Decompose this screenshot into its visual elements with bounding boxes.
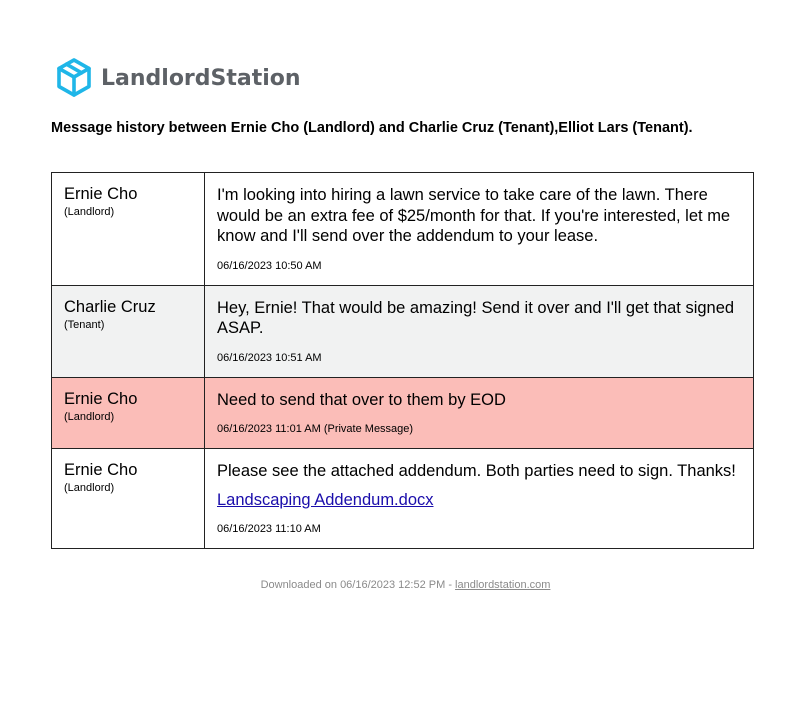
sender-role: (Landlord) <box>64 410 115 423</box>
footer <box>0 579 811 591</box>
sender-name: Charlie Cruz <box>64 297 156 316</box>
sender-name: Ernie Cho <box>64 389 138 408</box>
sender-role: (Landlord) <box>64 482 115 494</box>
sender-name: Ernie Cho <box>64 461 138 479</box>
sender-cell <box>52 285 205 377</box>
message-body-cell <box>205 449 754 549</box>
footer-download-note: Downloaded on 06/16/2023 12:52 PM - <box>260 579 456 591</box>
message-row <box>52 285 754 377</box>
footer-site-link[interactable]: landlordstation.com <box>455 579 551 591</box>
page-title: Message history between Ernie Cho (Landlord) and Charlie Cruz (Tenant),Elliot Lars (Tenant). <box>51 120 693 136</box>
message-text: I'm looking into hiring a lawn service to take care of the lawn. There would be an extra fee of $25/month for that. If you're interested, let me know and I'll send over the addendum to your lease. <box>217 186 731 245</box>
message-body-cell <box>205 173 754 286</box>
box-cube-icon <box>55 57 93 99</box>
message-row <box>52 449 754 549</box>
message-timestamp: 06/16/2023 10:50 AM <box>217 259 322 272</box>
private-message-row <box>52 377 754 449</box>
sender-cell <box>52 173 205 286</box>
sender-name: Ernie Cho <box>64 185 138 203</box>
message-body-cell <box>205 285 754 377</box>
message-table <box>51 172 754 549</box>
sender-cell <box>52 449 205 549</box>
message-text: Please see the attached addendum. Both parties need to sign. Thanks! <box>217 462 736 480</box>
message-timestamp: 06/16/2023 11:01 AM (Private Message) <box>217 423 414 435</box>
message-timestamp: 06/16/2023 11:10 AM <box>217 522 321 535</box>
message-text: Need to send that over to them by EOD <box>217 390 506 409</box>
message-row <box>52 173 754 286</box>
sender-cell <box>52 377 205 449</box>
message-timestamp: 06/16/2023 10:51 AM <box>217 351 322 364</box>
sender-role: (Landlord) <box>64 206 115 218</box>
sender-role: (Tenant) <box>64 318 105 331</box>
message-text: Hey, Ernie! That would be amazing! Send it over and I'll get that signed ASAP. <box>217 298 735 337</box>
brand-logo <box>55 57 301 99</box>
attachment-link[interactable]: Landscaping Addendum.docx <box>217 490 434 509</box>
message-body-cell <box>205 377 754 449</box>
brand-name: LandlordStation <box>101 65 301 91</box>
